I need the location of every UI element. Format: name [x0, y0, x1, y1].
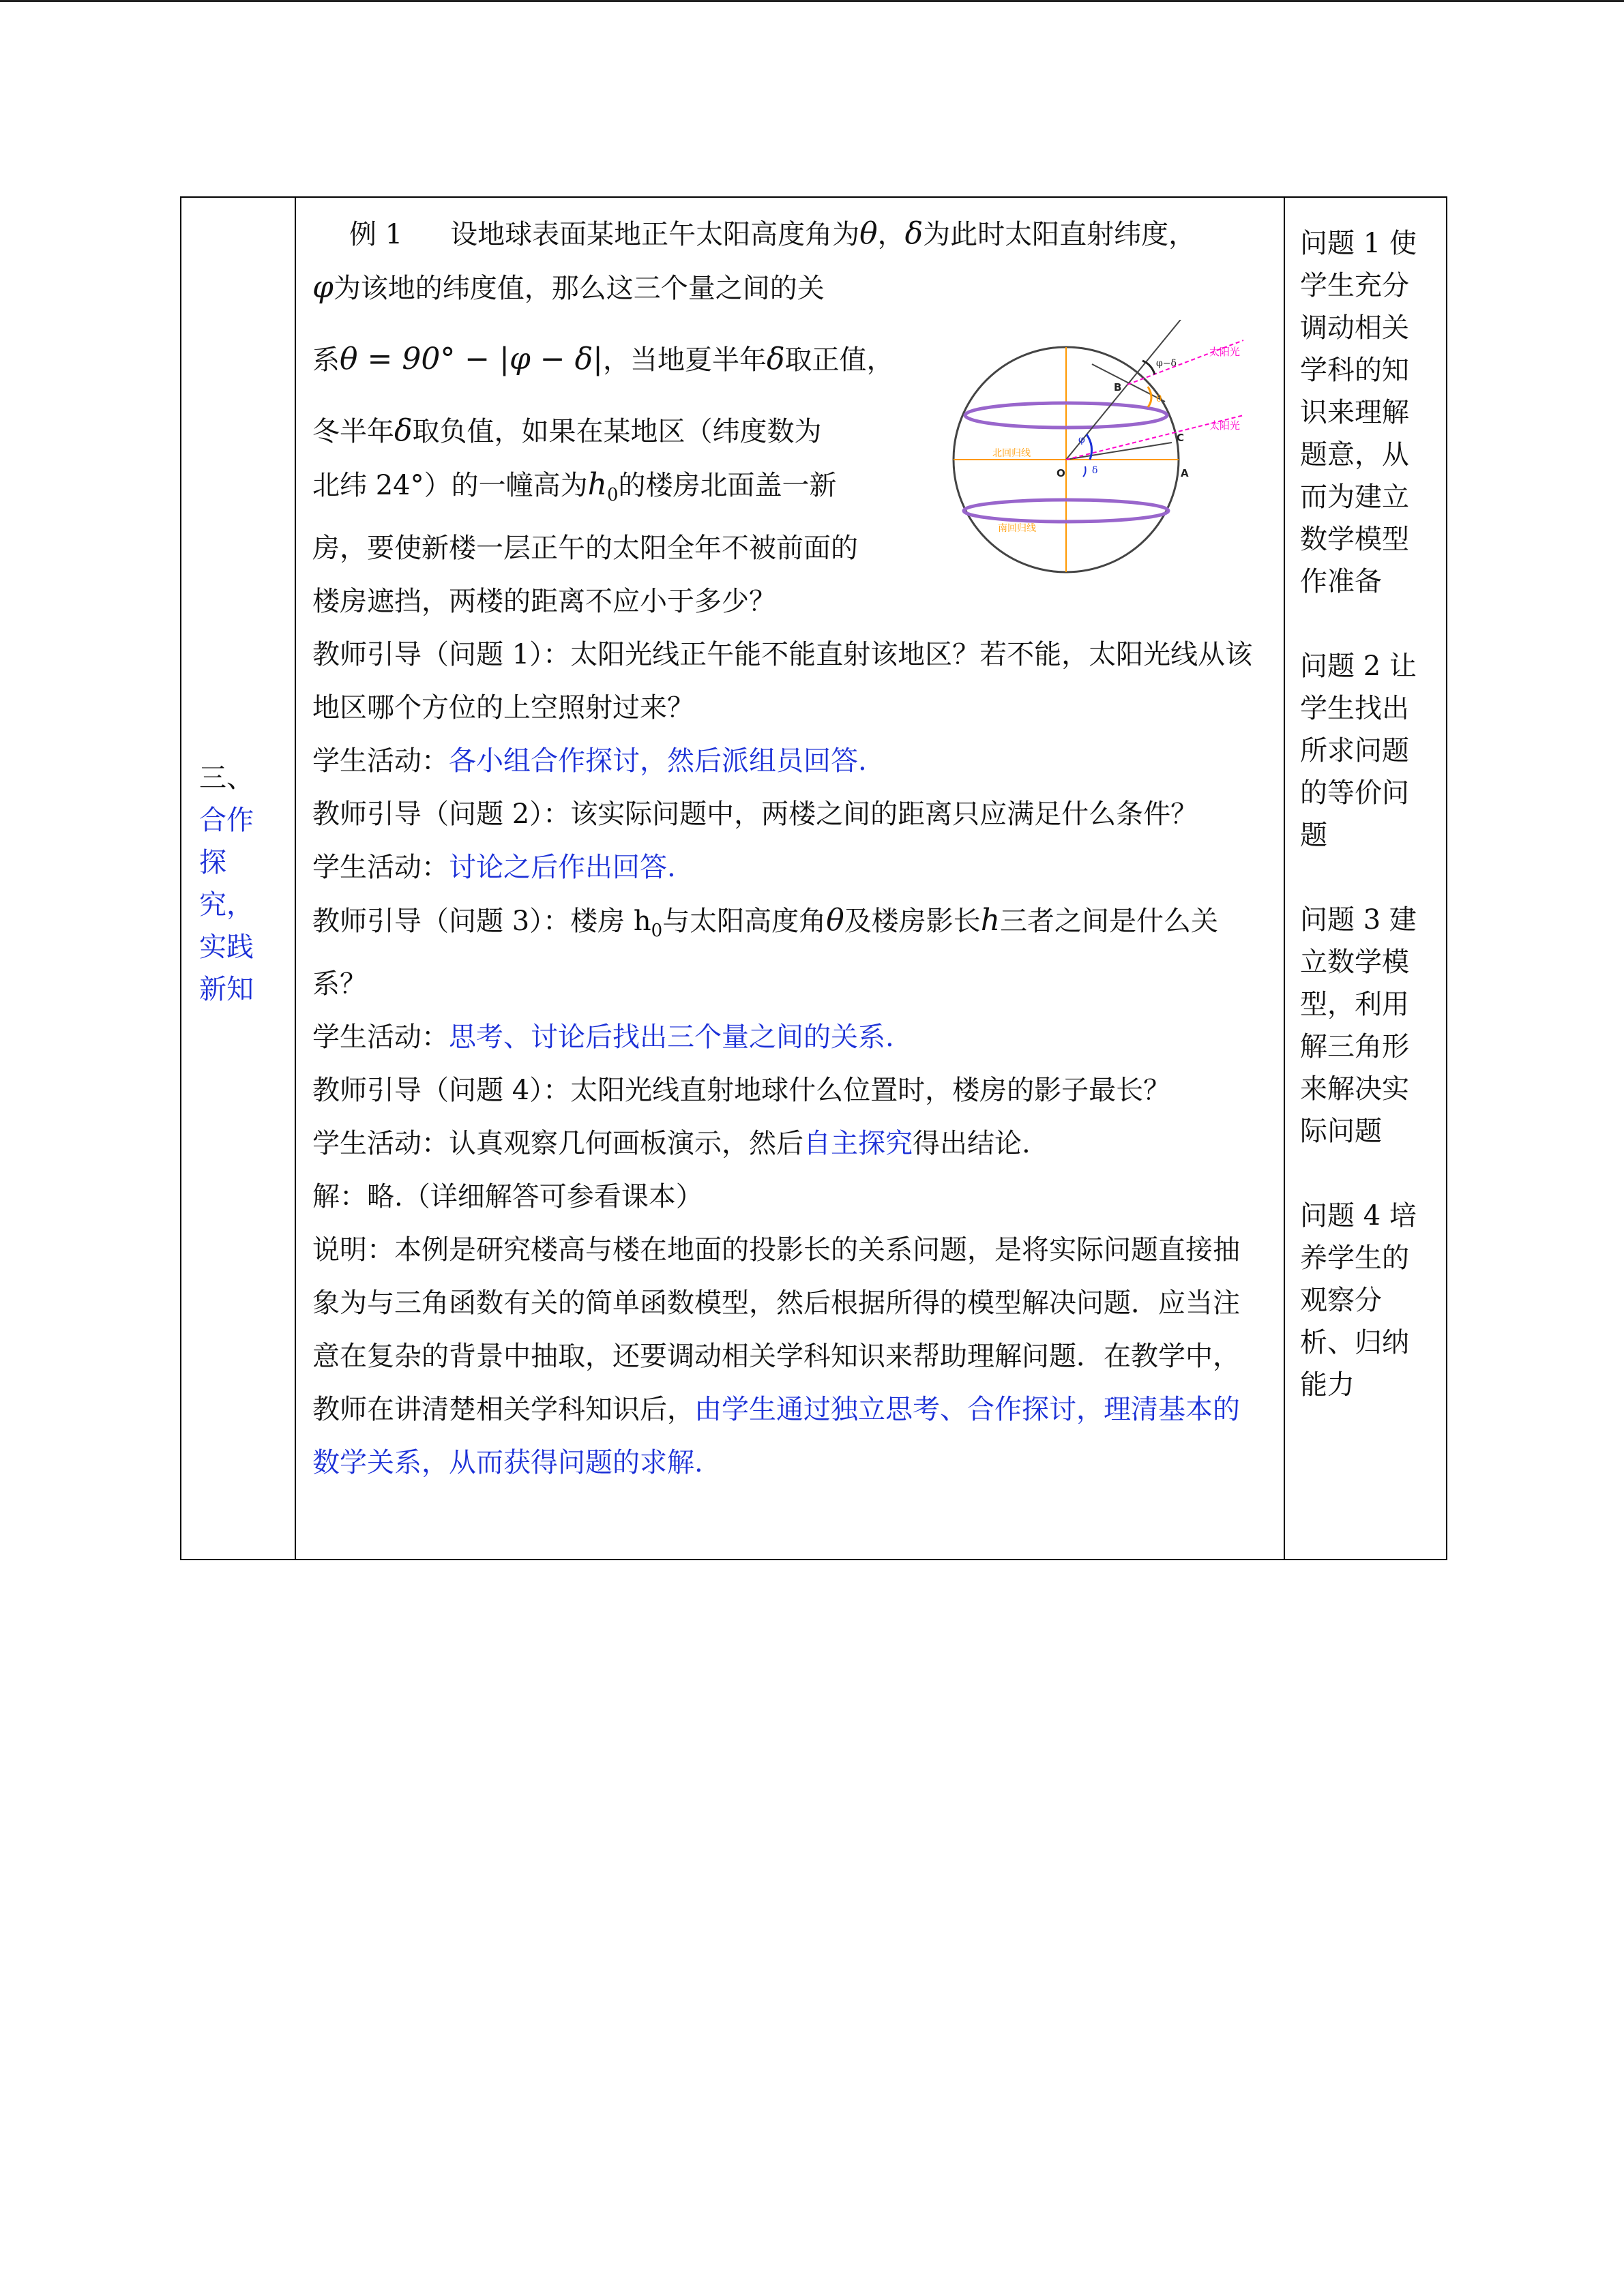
guidance-4-student: 学生活动：认真观察几何画板演示，然后自主探究得出结论. [312, 1128, 1031, 1159]
guidance-3-student: 学生活动：思考、讨论后找出三个量之间的关系. [312, 1022, 894, 1053]
tropic-south-label: 南回归线 [998, 523, 1036, 534]
guidance-2-teacher: 教师引导（问题 2）：该实际问题中，两楼之间的距离只应满足什么条件？ [312, 799, 1198, 830]
table-row [181, 197, 1447, 1560]
note-4: 问题 4 培养学生的观察分析、归纳能力 [1300, 1200, 1417, 1401]
guidance-1-teacher: 教师引导（问题 1）：太阳光线正午能不能直射该地区？若不能，太阳光线从该地区哪个方位的上空照射过来？ [312, 639, 1253, 724]
guidance-2-student: 学生活动：讨论之后作出回答. [312, 852, 676, 883]
note-1: 问题 1 使学生充分调动相关学科的知识来理解题意，从而为建立数学模型作准备 [1300, 228, 1417, 597]
stage-cell [181, 197, 295, 1560]
example-line-6: 房，要使新楼一层正午的太阳全年不被前面的 [312, 533, 858, 564]
example-line-1: 例 1 设地球表面某地正午太阳高度角为θ，δ为此时太阳直射纬度， [349, 216, 1196, 251]
formula: θ = 90° − |φ − δ| [340, 342, 603, 376]
phi-label: φ [1078, 434, 1085, 445]
sunlight-label-mid: 太阳光 [1209, 419, 1241, 432]
solution-line: 解：略.（详细解答可参看课本） [312, 1181, 703, 1212]
lesson-table [180, 196, 1447, 1560]
guidance-1-student: 学生活动：各小组合作探讨，然后派组员回答. [312, 745, 867, 777]
guidance-3-teacher: 教师引导（问题 3）：楼房 $h_0$与太阳高度角θ及楼房影长h三者之间是什么关系？ [312, 903, 1219, 1000]
page-top-border [0, 0, 1624, 2]
delta-label: δ [1092, 465, 1098, 476]
guidance-4-teacher: 教师引导（问题 4）：太阳光线直射地球什么位置时，楼房的影子最长？ [312, 1075, 1171, 1106]
stage-label [199, 757, 267, 1011]
phi-minus-delta-label: φ−δ [1156, 358, 1177, 369]
point-B-label: B [1114, 381, 1122, 393]
note-2: 问题 2 让学生找出所求问题的等价问题 [1300, 651, 1417, 851]
stage-number: 三、 [199, 762, 254, 794]
example-line-7: 楼房遮挡，两楼的距离不应小于多少？ [312, 586, 776, 617]
earth-sunlight-figure [916, 320, 1271, 593]
example-line-3: 系θ = 90° − |φ − δ|，当地夏半年δ取正值， [312, 342, 894, 376]
notes-cell [1284, 197, 1447, 1560]
note-3: 问题 3 建立数学模型，利用解三角形来解决实际问题 [1300, 904, 1417, 1147]
sunlight-label-top: 太阳光 [1209, 346, 1241, 358]
example-line-2: φ为该地的纬度值，那么这三个量之间的关 [312, 270, 825, 305]
point-A-label: A [1181, 467, 1189, 479]
normal-line [1127, 320, 1189, 385]
content-cell [295, 197, 1284, 1560]
example-line-4: 冬半年δ取负值，如果在某地区（纬度数为 [312, 413, 822, 448]
example-label: 例 1 [349, 219, 403, 250]
tropic-north-label: 北回归线 [992, 448, 1031, 459]
point-C-label: C [1177, 432, 1185, 444]
example-line-5: 北纬 24°）的一幢高为$h_0$的楼房北面盖一新 [312, 467, 837, 505]
radius-OB [1066, 385, 1127, 460]
delta-arc [1083, 466, 1086, 477]
theta-arc [1148, 387, 1151, 407]
phi-delta-arc [1142, 361, 1155, 374]
explanation-paragraph: 说明：本例是研究楼高与楼在地面的投影长的关系问题，是将实际问题直接抽象为与三角函数有关的简单函数模型，然后根据所得的模型解决问题．应当注意在复杂的背景中抽取，还要调动相关学科知识来帮助理解问题．在教学中，教师在讲清楚相关学科知识后，由学生通过独立思考、合作探讨，理清基本的数学关系，从而获得问题的求解. [312, 1234, 1240, 1478]
point-O-label: O [1057, 467, 1065, 479]
theta-label: θ [1156, 393, 1162, 404]
example-block [312, 207, 1259, 628]
stage-name: 合作探究，实践新知 [199, 805, 254, 1005]
